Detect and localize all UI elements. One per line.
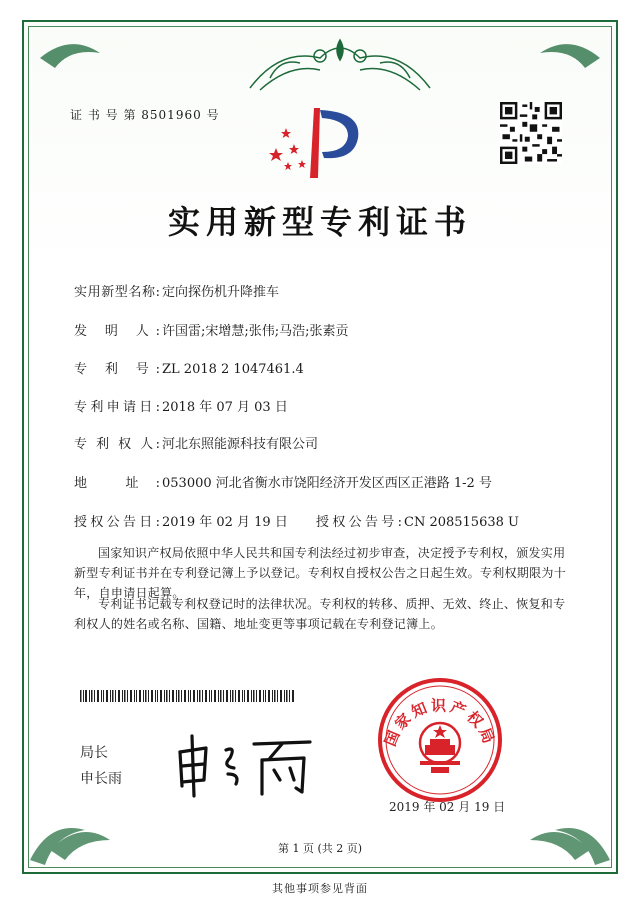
field-label: 发 明 人: — [74, 324, 160, 339]
seal-text: 国家知识产权局 — [381, 696, 499, 749]
field-grant-number — [316, 511, 519, 530]
field-grant-date — [74, 511, 288, 530]
field-value: 许国雷;宋增慧;张伟;马浩;张素贡 — [162, 324, 349, 339]
paragraph-legal-status: 专利证书记载专利权登记时的法律状况。专利权的转移、质押、无效、终止、恢复和专利权人的姓名或名称、国籍、地址变更等事项记载在专利登记簿上。 — [74, 597, 566, 631]
field-label: 地 址: — [74, 476, 160, 491]
field-patent-number — [74, 358, 304, 377]
field-value: 053000 河北省衡水市饶阳经济开发区西区正港路 1-2 号 — [162, 476, 492, 491]
field-value: CN 208515638 U — [404, 515, 519, 530]
field-inventor — [74, 320, 349, 339]
patent-office-logo — [262, 100, 372, 180]
director-title: 局长 — [80, 745, 108, 761]
barcode — [80, 690, 295, 702]
field-label: 授权公告日: — [74, 515, 160, 530]
field-value: 定向探伤机升降推车 — [162, 285, 280, 300]
director-signature — [170, 730, 320, 800]
field-value: 2018 年 07 月 03 日 — [162, 400, 288, 415]
field-value: 2019 年 02 月 19 日 — [162, 515, 288, 530]
seal-date: 2019 年 02 月 19 日 — [389, 800, 506, 814]
field-apply-date — [74, 396, 288, 415]
footer-note: 其他事项参见背面 — [272, 882, 368, 895]
cert-number-suffix: 号 — [206, 108, 220, 122]
official-seal — [375, 675, 505, 805]
certificate-number — [70, 106, 220, 123]
field-label: 实用新型名称: — [74, 285, 160, 300]
cert-number-value: 8501960 — [141, 108, 202, 122]
field-address — [74, 472, 492, 491]
cert-number-label: 证 书 号 第 — [70, 108, 137, 122]
qr-code — [500, 102, 562, 164]
field-label: 专利申请日: — [74, 400, 160, 415]
paragraph-grant-statement: 国家知识产权局依照中华人民共和国专利法经过初步审查，决定授予专利权，颁发实用新型专利证书并在专利登记簿上予以登记。专利权自授权公告之日起生效。专利权期限为十年，自申请日起算。 — [74, 546, 567, 600]
field-label: 授权公告号: — [316, 515, 402, 530]
field-label: 专 利 号: — [74, 362, 160, 377]
field-value: ZL 2018 2 1047461.4 — [162, 362, 304, 377]
top-ornament — [20, 18, 620, 108]
document-title: 实用新型专利证书 — [167, 203, 472, 241]
page-number: 第 1 页 (共 2 页) — [277, 842, 363, 855]
field-patentee — [74, 433, 318, 452]
field-value: 河北东照能源科技有限公司 — [162, 437, 319, 452]
bottom-ornament — [20, 780, 620, 880]
field-utility-name — [74, 281, 279, 300]
director-name: 申长雨 — [80, 771, 122, 787]
field-label: 专 利 权 人: — [74, 437, 160, 452]
